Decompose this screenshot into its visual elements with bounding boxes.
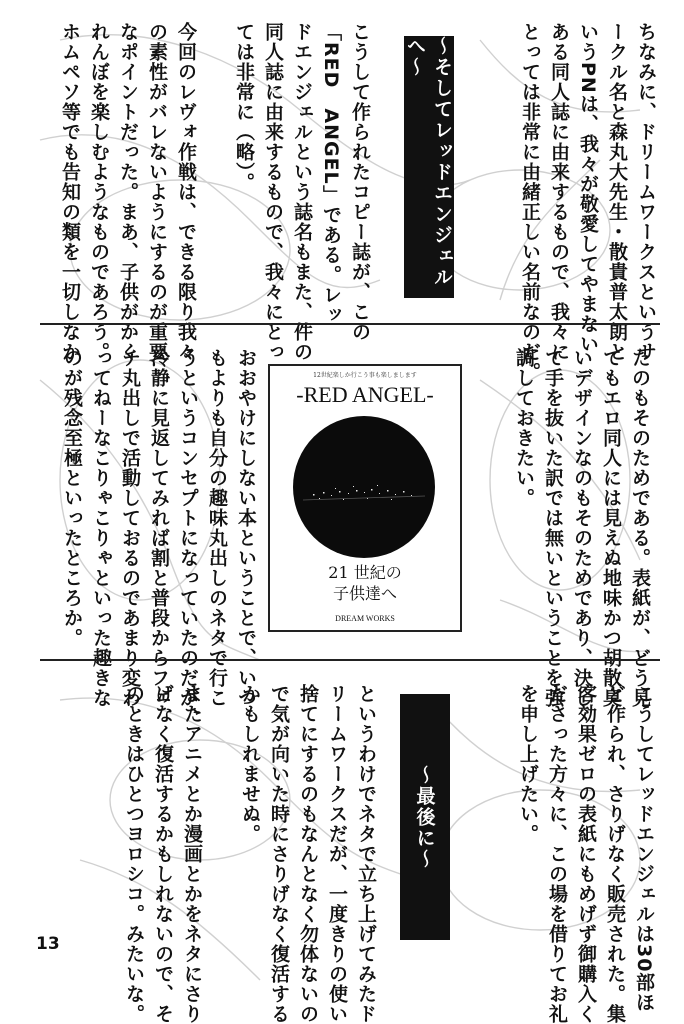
text-line: かもしれませぬ。 — [239, 684, 261, 844]
section1-heading: ～そしてレッドエンジェルへ～ — [404, 36, 453, 288]
text-line: リームワークスだが、一度きりの使い — [326, 684, 348, 1024]
section1-left-paragraph — [44, 22, 374, 362]
text-line: ちなみに、ドリームワークスというサ — [635, 22, 657, 362]
section2-right-paragraph — [484, 348, 654, 708]
text-line: 客効果ゼロの表紙にもめげず御購入く — [575, 684, 597, 1024]
text-line: ってねーなこりゃこりゃといった趣きな — [90, 348, 112, 708]
text-line: とっては非常に由緒正しい名前なのだ。 — [519, 22, 541, 382]
text-line: いデザインなのもそのためであり、決し — [571, 348, 593, 708]
text-line: ホムペソ等でも告知の類を一切しなか — [59, 22, 81, 362]
text-line: たのもそのためである。表紙が、どう見 — [629, 348, 651, 708]
section3-left-paragraph — [110, 684, 380, 1024]
text-line: うというコンセプトになっていたのだが、 — [177, 348, 199, 728]
text-line: 「RED ANGEL」である。レッ — [320, 22, 342, 325]
text-line: げなく復活するかもしれないので、そ — [152, 684, 174, 1024]
text-line: こうしてレッドエンジェルは30部ほ — [633, 684, 655, 1013]
section3-right-paragraph — [478, 684, 658, 1024]
text-line: のときはひとつヨロシコ。みたいな。 — [123, 684, 145, 1024]
text-line: 冷静に見返してみれば割と普段からフェ — [148, 348, 170, 708]
cover-subtitle-line: 21 世紀の — [328, 563, 402, 582]
cover-title: -RED ANGEL- — [296, 382, 434, 407]
text-line: というわけでネタで立ち上げてみたド — [355, 684, 377, 1024]
cover-small-text: 12世紀楽しか行こう事も楽しまします — [313, 372, 417, 379]
text-line: ださった方々に、この場を借りてお礼 — [546, 684, 568, 1024]
text-line: チ丸出しで活動しておるのであまり変わ — [119, 348, 141, 708]
cover-night-city-circle — [293, 416, 435, 558]
section3-heading: ～最後に～ — [413, 764, 436, 870]
text-line: いうPNは、我々が敬愛してやまない — [577, 22, 599, 354]
section-divider — [40, 323, 660, 325]
section1-right-paragraph — [510, 22, 660, 382]
cover-publisher: DREAM WORKS — [335, 614, 395, 623]
text-line: を申し上げたい。 — [517, 684, 539, 844]
cover-subtitle — [270, 562, 460, 604]
section3-heading-box — [400, 694, 450, 940]
text-line: ドエンジェルという誌名もまた、件の — [291, 22, 313, 362]
text-line: またアニメとか漫画とかをネタにさり — [181, 684, 203, 1024]
text-line: ークル名と森丸大先生・散貴普太朗と — [606, 22, 628, 362]
text-line: て手を抜いた訳では無いということを強 — [542, 348, 564, 708]
section1-heading-box — [404, 36, 454, 298]
text-line: れんぼを楽しむようなものであろう。 — [88, 22, 110, 362]
text-line: で気が向いた時にさりげなく復活する — [268, 684, 290, 1024]
text-line: こうして作られたコピー誌が、この — [349, 22, 371, 342]
text-line: ど作られ、さりげなく販売された。集 — [604, 684, 626, 1024]
page-number: 13 — [36, 934, 60, 954]
cover-subtitle-line: 子供達へ — [332, 584, 397, 603]
text-line: 同人誌に由来するもので、我々にとっ — [262, 22, 284, 362]
red-angel-cover-image — [268, 364, 462, 632]
text-line: ある同人誌に由来するもので、我々に — [548, 22, 570, 362]
text-line: 調しておきたい。 — [513, 348, 535, 508]
text-line: のが残念至極といったところか。 — [61, 348, 83, 648]
section-divider — [40, 659, 660, 661]
text-line: の素性がバレないようにするのが重要 — [146, 22, 168, 362]
text-line: なポイントだった。まあ、子供がかく — [117, 22, 139, 362]
night-city-illustration — [293, 416, 435, 558]
text-line: てもエロ同人には見えぬ地味かつ胡散臭 — [600, 348, 622, 708]
section2-left-paragraph — [50, 348, 260, 728]
text-line: もよりも自分の趣味丸出しのネタで行こ — [206, 348, 228, 708]
text-line: おおやけにしない本ということで、いつ — [235, 348, 257, 708]
text-line: ては非常に（略）。 — [233, 22, 255, 193]
text-line: 捨てにするのもなんとなく勿体ないの — [297, 684, 319, 1024]
text-line: 今回のレヴォ作戦は、できる限り我々 — [175, 22, 197, 362]
